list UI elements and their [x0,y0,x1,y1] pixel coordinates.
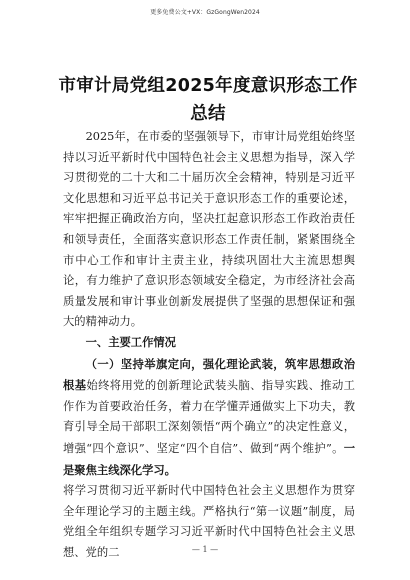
subsection-bold-run: 一是聚焦主线深化学习。 [63,440,355,477]
subsection-paragraph [63,354,355,482]
page-number: — 1 — [191,545,219,554]
subsection-text-a: 始终将用党的创新理论武装头脑、指导实践、推动工作作为首要政治任务，着力在学懂弄通做实上下功夫，教育引导全局干部职工深刻领悟“两个确立”的决定性意义，增强“四个意识”、坚定“四个自信”、做到“两个维护”。 [63,379,355,455]
section-heading: 一、主要工作情况 [85,335,176,349]
subsection-heading: （一）坚持举旗定向，强化理论武装，筑牢思想政治根基 [63,356,355,393]
document-body [63,127,355,563]
document-title: 市审计局党组2025年度意识形态工作总结 [58,75,358,124]
top-banner: 更多免费公文+VX：GzGongWen2024 [150,9,260,16]
subsection-paragraph-continued: 将学习贯彻习近平新时代中国特色社会主义思想作为贯穿全年理论学习的主题主线。严格执行“第一议题”制度，局党组全年组织专题学习习近平新时代中国特色社会主义思想、党的二 [63,484,355,559]
intro-paragraph: 2025年，在市委的坚强领导下，市审计局党组始终坚持以习近平新时代中国特色社会主义思想为指导，深入学习贯彻党的二十大和二十届历次全会精神，特别是习近平文化思想和习近平总书记关于意识形态工作的重要论述，牢牢把握正确政治方向，坚决扛起意识形态工作政治责任和领导责任，全面落实意识形态工作责任制，紧紧围绕全市中心工作和审计主责主业，持续巩固壮大主流思想舆论，有力维护了意识形态领域安全稳定，为市经济社会高质量发展和审计事业创新发展提供了坚强的思想保证和强大的精神动力。 [63,130,355,329]
